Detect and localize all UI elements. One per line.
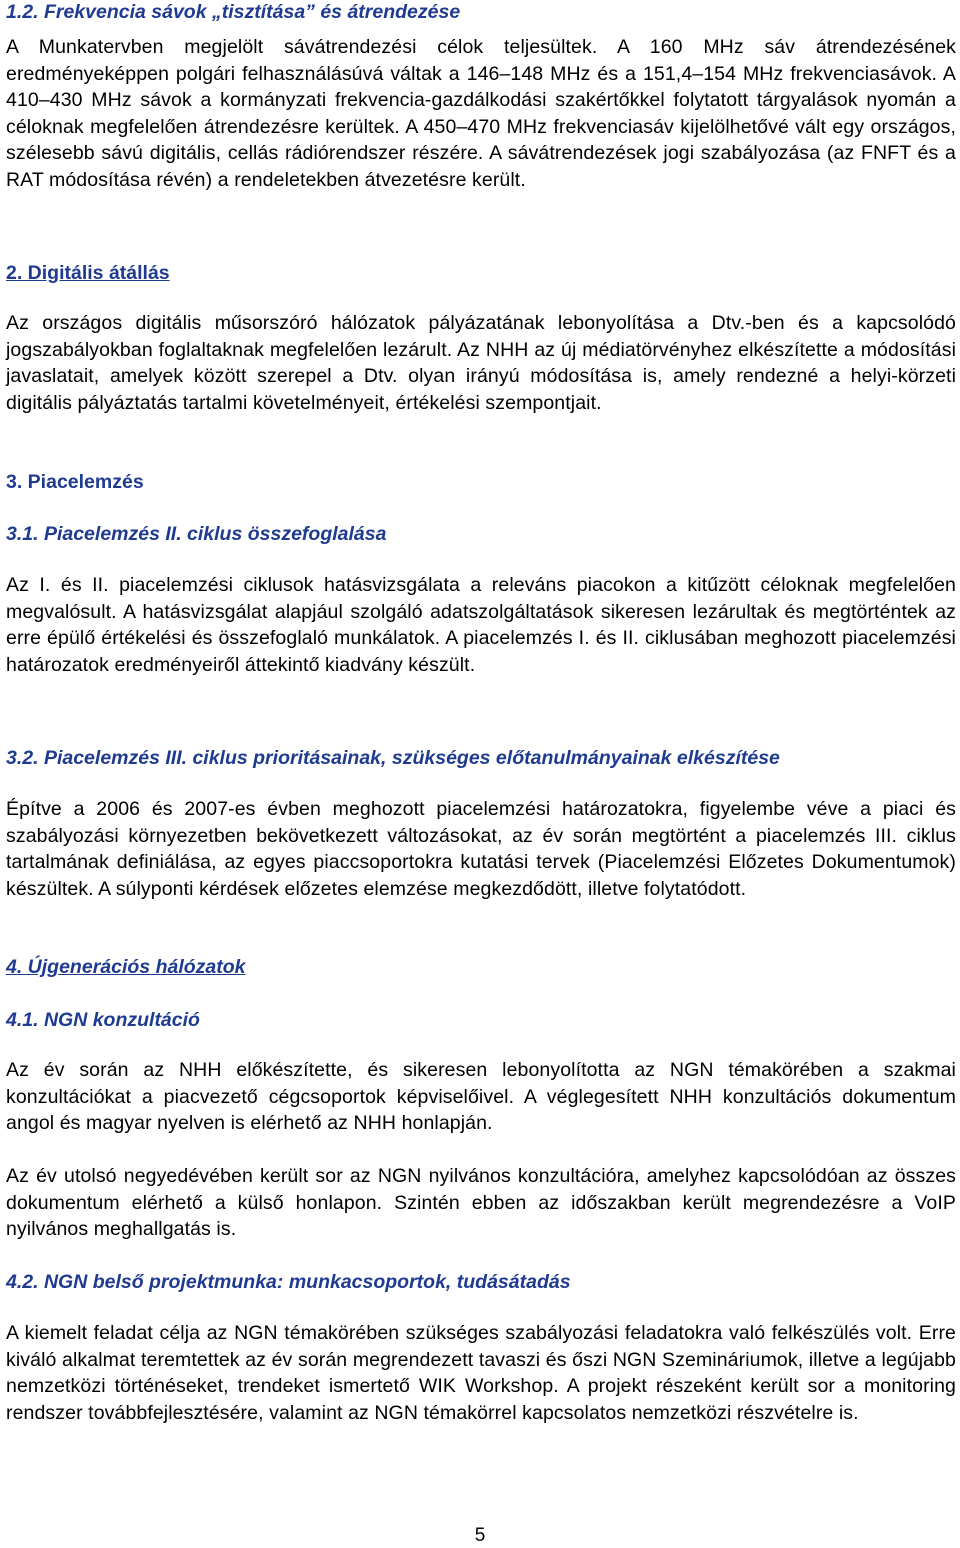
paragraph-4-1-a: Az év során az NHH előkészítette, és sikeresen lebonyolította az NGN témakörében a szakmai konzultációkat a piacvezető cégcsoportok képviselőivel. A véglegesített NHH konzultációs dokumentum angol és magyar nyelven is elérhető az NHH honlapján. [6, 1059, 956, 1135]
paragraph-4-1-b: Az év utolsó negyedévében került sor az NGN nyilvános konzultációra, amelyhez kapcsolódóan az összes dokumentum elérhető a külső honlapon. Szintén ebben az időszakban került megrendezésre a VoIP nyilvános meghallgatás is. [6, 1165, 956, 1241]
heading-4 [6, 955, 956, 979]
heading-4-2: 4.2. NGN belső projektmunka: munkacsoportok, tudásátadás [6, 1271, 571, 1293]
heading-4-1: 4.1. NGN konzultáció [6, 1009, 200, 1031]
paragraph-4-2: A kiemelt feladat célja az NGN témakörében szükséges szabályozási feladatokra való felkészülés volt. Erre kiváló alkalmat teremtettek az év során megrendezett tavaszi és őszi NGN Szemináriumok, illetve a legújabb nemzetközi történéseket, trendeket ismertető WIK Workshop. A projekt részeként került sor a monitoring rendszer továbbfejlesztésére, valamint az NGN témakörrel kapcsolatos nemzetközi részvételre is. [6, 1322, 956, 1424]
heading-4-text: 4. Újgenerációs hálózatok [6, 956, 246, 978]
heading-1-2: 1.2. Frekvencia sávok „tisztítása” és átrendezése [6, 1, 461, 23]
heading-3-2: 3.2. Piacelemzés III. ciklus prioritásainak, szükséges előtanulmányainak elkészítése [6, 747, 780, 769]
paragraph-1-2: A Munkatervben megjelölt sávátrendezési célok teljesültek. A 160 MHz sáv átrendezésének eredményeképpen polgári felhasználásúvá váltak a 146–148 MHz és a 151,4–154 MHz frekvenciasávok. A 410–430 MHz sávok a kormányzati frekvencia-gazdálkodási szakértőkkel folytatott tárgyalások nyomán a céloknak megfelelően átrendezésre kerültek. A 450–470 MHz frekvenciasáv kijelölhetővé vált egy országos, szélesebb sávú digitális, cellás rádiórendszer részére. A sávátrendezések jogi szabályozása (az FNFT és a RAT módosítása révén) a rendeletekben átvezetésre került. [6, 36, 956, 191]
page-number: 5 [474, 1525, 486, 1546]
paragraph-2: Az országos digitális műsorszóró hálózatok pályázatának lebonyolítása a Dtv.-ben és a kapcsolódó jogszabályokban foglaltaknak megfelelően lezárult. Az NHH az új médiatörvényhez elkészítette a módosítási javaslatait, amelyek között szerepel a Dtv. olyan irányú módosítása is, amely rendezné a helyi-körzeti digitális pályáztatás tartalmi követelményeit, értékelési szempontjait. [6, 312, 956, 414]
paragraph-3-2: Építve a 2006 és 2007-es évben meghozott piacelemzési határozatokra, figyelembe véve a piaci és szabályozási környezetben bekövetkezett változásokat, az év során megtörtént a piacelemzés III. ciklus tartalmának definiálása, az egyes piaccsoportokra kutatási tervek (Piacelemzési Előzetes Dokumentumok) készültek. A súlyponti kérdések előzetes elemzése megkezdődött, illetve folytatódott. [6, 798, 956, 900]
heading-3-1: 3.1. Piacelemzés II. ciklus összefoglalása [6, 523, 387, 545]
heading-2 [6, 261, 956, 285]
heading-3: 3. Piacelemzés [6, 471, 144, 493]
paragraph-3-1: Az I. és II. piacelemzési ciklusok hatásvizsgálata a releváns piacokon a kitűzött céloknak megfelelően megvalósult. A hatásvizsgálat alapjául szolgáló adatszolgáltatások sikeresen lezárultak és megtörténtek az erre épülő értékelési és összefoglaló munkálatok. A piacelemzés I. és II. ciklusában meghozott piacelemzési határozatok eredményeiről áttekintő kiadvány készült. [6, 574, 956, 676]
heading-2-text: 2. Digitális átállás [6, 262, 170, 284]
